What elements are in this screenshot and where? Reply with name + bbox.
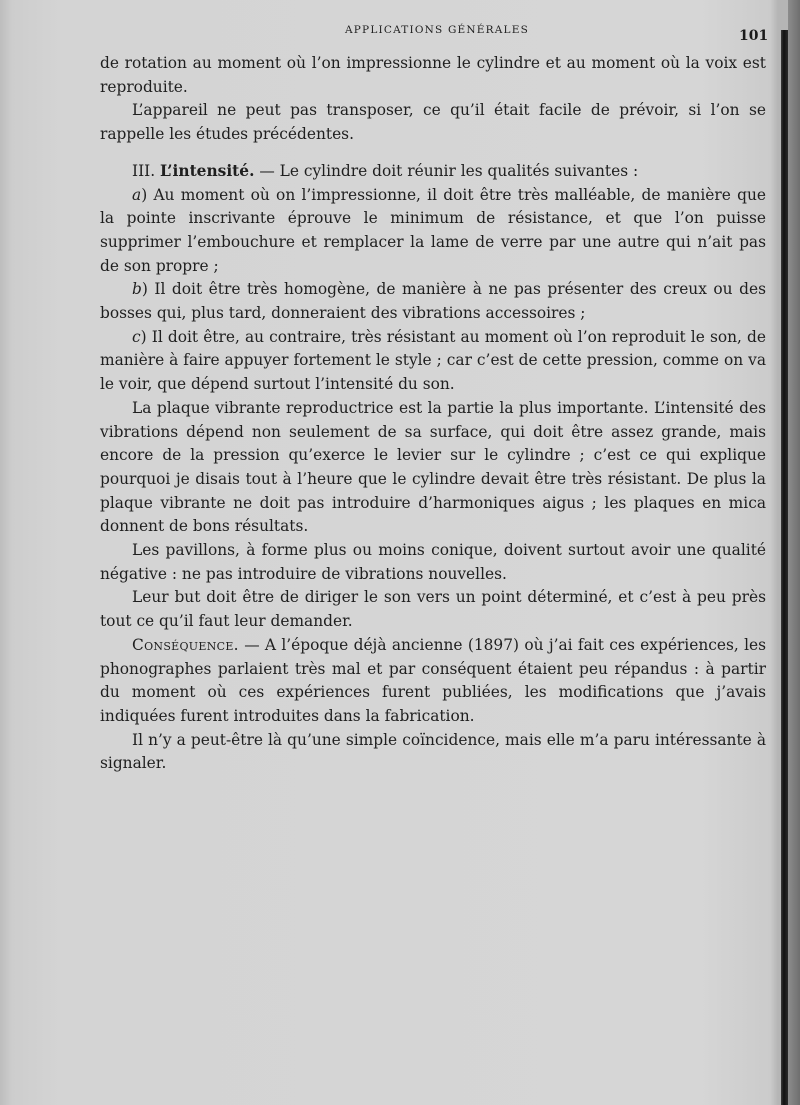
paragraph-vibrating-plate: La plaque vibrante reproductrice est la partie la plus importante. L’intensité des vibrations dépend non seulement de sa surface, qui doit être assez grande, mais encore de la pression qu’exerce le levier sur le cylindre ; c’est ce qui explique pourquoi je disais tout à l’heure que le cylindre devait être très résistant. De plus la plaque vibrante ne doit pas introduire d’harmoniques aigus ; les plaques en mica donnent de bons résultats. — [100, 398, 766, 536]
page-binding-edge — [781, 30, 788, 1105]
list-text-c: ) Il doit être, au contraire, très résistant au moment où l’on reproduit le son, de manière à faire appuyer fortement le style ; car c’est de cette pression, comme on va le voir, que dépend surtout l’intensité du son. — [100, 327, 766, 394]
list-item-c — [100, 326, 766, 397]
list-text-b: ) Il doit être très homogène, de manière à ne pas présenter des creux ou des bosses qui, plus tard, donneraient des vibrations accessoires ; — [100, 280, 766, 323]
list-item-b — [100, 278, 766, 325]
paragraph-transposition: L’appareil ne peut pas transposer, ce qu’il était facile de prévoir, si l’on se rappelle les études précédentes. — [100, 101, 766, 144]
list-text-a: ) Au moment où on l’impressionne, il doit être très malléable, de manière que la pointe inscrivante éprouve le minimum de résistance, et que l’on puisse supprimer l’embouchure et remplacer la lame de verre par une autre qui n’ait pas de son propre ; — [100, 185, 766, 275]
section-intro: — Le cylindre doit réunir les qualités suivantes : — [254, 161, 639, 180]
page-header — [0, 22, 780, 46]
consequence-text: — A l’époque déjà ancienne (1897) où j’ai fait ces expériences, les phonographes parlaient très mal et par conséquent étaient peu répandus : à partir du moment où ces expériences furent publiées, les modifications que j’avais indiquées furent introduites dans la fabrication. — [100, 635, 766, 725]
page-number: 101 — [739, 28, 769, 44]
section-title: L’intensité. — [160, 161, 255, 180]
consequence-label: Conséquence. — [132, 635, 239, 654]
paragraph-continuation: de rotation au moment où l’on impressionne le cylindre et au moment où la voix est reproduite. — [100, 54, 766, 96]
list-label-c: c — [132, 327, 141, 346]
paragraph-horns: Les pavillons, à forme plus ou moins conique, doivent surtout avoir une qualité négative : ne pas introduire de vibrations nouvelles. — [100, 541, 766, 583]
body-text — [100, 52, 766, 776]
running-title: APPLICATIONS GÉNÉRALES — [345, 24, 529, 36]
section-heading-intensity — [100, 160, 766, 184]
paragraph-consequence — [100, 634, 766, 729]
list-item-a — [100, 184, 766, 279]
paragraph-coincidence: Il n’y a peut-être là qu’une simple coïncidence, mais elle m’a paru intéressante à signaler. — [100, 730, 766, 773]
list-label-b: b — [132, 280, 142, 299]
list-label-a: a — [132, 185, 142, 204]
page-edge-shadow — [788, 0, 800, 1105]
section-numeral: III. — [132, 161, 156, 180]
paragraph-horn-purpose: Leur but doit être de diriger le son vers un point déterminé, et c’est à peu près tout ce qu’il faut leur demander. — [100, 588, 766, 631]
